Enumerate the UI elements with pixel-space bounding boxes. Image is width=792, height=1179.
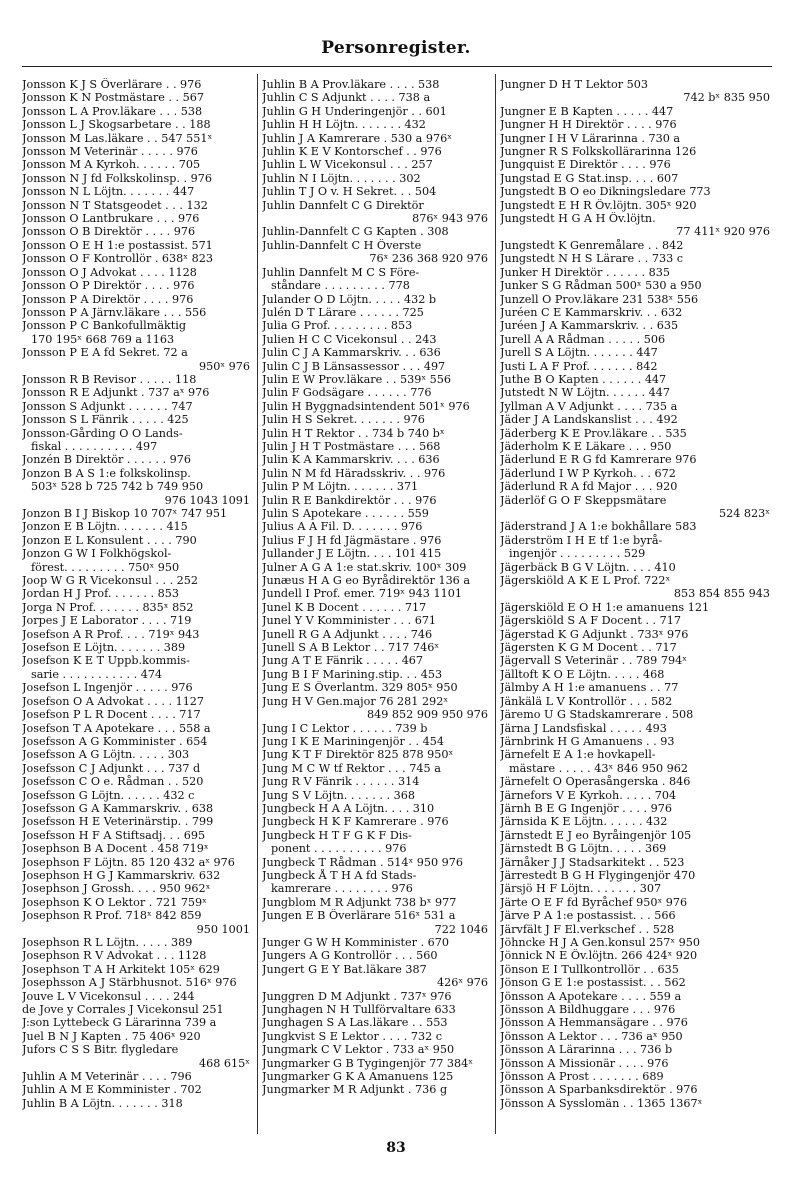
entry-continuation: 170 195ˣ 668 769 a 1163 — [31, 332, 175, 346]
entry-continuation: 426ˣ 976 — [436, 976, 488, 990]
register-entry: Josefson L Ingenjör . . . . . 976 — [22, 681, 193, 695]
register-entry: Juhlin A M E Komminister . 702 — [22, 1083, 202, 1097]
entry-continuation: kamrerare . . . . . . . . 976 — [271, 882, 413, 896]
page-title: Personregister. — [321, 38, 471, 58]
register-entry: Jönsson A Sparbanksdirektör . 976 — [500, 1083, 698, 1097]
register-entry: Järna J Landsfiskal . . . . . 493 — [500, 721, 667, 735]
register-entry: Juhlin L W Vicekonsul . . . 257 — [262, 158, 433, 172]
register-entry: Josephson R L Löjtn. . . . . 389 — [22, 936, 193, 949]
register-entry: Jungmarker G K A Amanuens 125 — [262, 1070, 454, 1084]
register-entry: Jönsson A Prost . . . . . . . 689 — [500, 1070, 664, 1084]
register-entry: Jufors C S S Bitr. flygledare — [22, 1043, 179, 1057]
register-entry: Jundell I Prof. emer. 719ˣ 943 1101 — [262, 587, 462, 601]
register-entry: Jonsson N T Statsgeodet . . . 132 — [22, 198, 208, 212]
register-entry: Josefsson G Löjtn. . . . . . 432 c — [22, 788, 195, 802]
register-entry: Junell S A B Lektor . . 717 746ˣ — [262, 641, 440, 655]
register-entry: Josephson H G J Kammarskriv. 632 — [22, 868, 221, 882]
register-entry: Jönsson A Missionär . . . . 976 — [500, 1056, 669, 1070]
register-entry: Jonsson S L Fänrik . . . . . 425 — [22, 413, 189, 427]
register-entry: Jönsson A Lektor . . . 736 aˣ 950 — [500, 1029, 683, 1043]
register-entry: Jungert G E Y Bat.läkare 387 — [262, 962, 427, 976]
register-column-1 — [22, 78, 252, 1138]
register-entry: Josefson K E T Uppb.kommis- — [22, 654, 190, 668]
register-entry: Jönson G E 1:e postassist. . . 562 — [500, 976, 686, 990]
register-entry: Julin E W Prov.läkare . . 539ˣ 556 — [262, 372, 451, 386]
register-entry: Jöhncke H J A Gen.konsul 257ˣ 950 — [500, 936, 700, 949]
register-entry: Josefson A R Prof. . . . 719ˣ 943 — [22, 627, 200, 641]
register-entry: Jonsson P A Direktör . . . . 976 — [22, 292, 194, 306]
register-entry: Jägerskiöld S A F Docent . . 717 — [500, 614, 682, 628]
register-entry: Jäder J A Landskanslist . . . 492 — [500, 413, 678, 427]
register-entry: Junghagen S A Las.läkare . . 553 — [262, 1016, 448, 1030]
register-entry: Junzell O Prov.läkare 231 538ˣ 556 — [500, 292, 699, 306]
register-entry: Jonsson P A Järnv.läkare . . . 556 — [22, 305, 207, 319]
register-entry: Junger G W H Komminister . 670 — [262, 936, 450, 949]
register-entry: Jungmarker G B Tygingenjör 77 384ˣ — [262, 1056, 473, 1070]
entry-continuation: 849 852 909 950 976 — [367, 708, 488, 722]
register-entry: Julin J H T Postmästare . . . 568 — [262, 439, 441, 453]
register-entry: Jungstad E G Stat.insp. . . . 607 — [500, 171, 679, 185]
register-entry: Jonsson O P Direktör . . . . 976 — [22, 279, 195, 293]
register-entry: Jungstedt H G A H Öv.löjtn. — [500, 212, 656, 226]
register-entry: Julin H S Sekret. . . . . . . 976 — [262, 413, 425, 427]
register-entry: Jung S V Löjtn. . . . . . . 368 — [262, 788, 415, 802]
register-entry: Jägerskiöld E O H 1:e amanuens 121 — [500, 600, 710, 614]
register-entry: Juhlin N I Löjtn. . . . . . . 302 — [262, 171, 421, 185]
entry-continuation: 876ˣ 943 976 — [412, 212, 488, 226]
register-entry: Julin S Apotekare . . . . . . 559 — [262, 507, 429, 520]
register-entry: Julner A G A 1:e stat.skriv. 100ˣ 309 — [262, 560, 467, 574]
entry-continuation: 76ˣ 236 368 920 976 — [369, 252, 488, 266]
register-entry: Järemo U G Stadskamrerare . 508 — [500, 708, 694, 722]
register-entry: Josephson R V Advokat . . . 1128 — [22, 949, 207, 963]
register-entry: Jönsson A Sysslomän . . 1365 1367ˣ — [500, 1096, 703, 1110]
register-entry: Jägersten K G M Docent . . 717 — [500, 641, 677, 655]
register-entry: Jonsson O E H 1:e postassist. 571 — [22, 238, 213, 252]
register-entry: Junker H Direktör . . . . . . 835 — [500, 265, 670, 279]
register-entry: Josephson F Löjtn. 85 120 432 aˣ 976 — [22, 855, 235, 869]
register-entry: Jungbeck H K F Kamrerare . 976 — [262, 815, 449, 829]
register-entry: Junghagen N H Tullförvaltare 633 — [262, 1003, 456, 1017]
register-entry: Jonzon E L Konsulent . . . . 790 — [22, 533, 197, 547]
register-entry: de Jove y Corrales J Vicekonsul 251 — [22, 1003, 224, 1017]
register-entry: Jung M C W tf Rektor . . . 745 a — [262, 761, 441, 775]
register-entry: Jäderlund I W P Kyrkoh. . . 672 — [500, 466, 676, 480]
register-entry: Juhlin B A Prov.läkare . . . . 538 — [262, 78, 440, 91]
register-entry: Juhlin K E V Kontorschef . . 976 — [262, 145, 442, 159]
register-entry: Jonsson-Gårding O O Lands- — [22, 426, 183, 440]
entry-continuation: ponent . . . . . . . . . . 976 — [271, 842, 407, 856]
register-entry: Josefson O A Advokat . . . . 1127 — [22, 694, 205, 708]
register-entry: Jonzon B A S 1:e folkskolinsp. — [22, 466, 191, 480]
entry-continuation: 468 615ˣ — [198, 1056, 250, 1070]
register-entry: Järvfält J F El.verkschef . . 528 — [500, 922, 675, 936]
register-entry: Järve P A 1:e postassist. . . 566 — [500, 909, 676, 923]
register-entry: Josefsson C J Adjunkt . . . 737 d — [22, 761, 201, 775]
register-entry: Jönsson A Bildhuggare . . . 976 — [500, 1003, 676, 1017]
register-entry: Juhlin G H Underingenjör . . 601 — [262, 104, 447, 118]
register-entry: Jälmby A H 1:e amanuens . . 77 — [500, 681, 679, 695]
register-entry: Juhlin-Dannfelt C G Kapten . 308 — [262, 225, 449, 239]
register-entry: Josefson T A Apotekare . . . 558 a — [22, 721, 211, 735]
entry-continuation: 503ˣ 528 b 725 742 b 749 950 — [31, 480, 204, 494]
register-entry: Jouve L V Vicekonsul . . . . 244 — [22, 989, 195, 1003]
register-entry: Josefsson G A Kammarskriv. . 638 — [22, 801, 214, 815]
register-entry: Josefsson C O e. Rådman . . 520 — [22, 775, 204, 789]
register-entry: Jyllman A V Adjunkt . . . . 735 a — [500, 399, 678, 413]
register-entry: J:son Lyttebeck G Lärarinna 739 a — [22, 1016, 217, 1030]
register-entry: Jonsson R B Revisor . . . . . 118 — [22, 372, 197, 386]
register-entry: Jägerbäck B G V Löjtn. . . . 410 — [500, 560, 676, 574]
register-entry: Jäderlund E R G fd Kamrerare 976 — [500, 453, 697, 467]
register-entry: Jung K T F Direktör 825 878 950ˣ — [262, 748, 454, 762]
register-entry: Jordan H J Prof. . . . . . . 853 — [22, 587, 180, 601]
entry-continuation: 742 bˣ 835 950 — [683, 91, 770, 105]
register-entry: Jung A T E Fänrik . . . . . 467 — [262, 654, 424, 668]
register-entry: Jungkvist S E Lektor . . . . 732 c — [262, 1029, 443, 1043]
register-entry: Juhlin T J O v. H Sekret. . . 504 — [262, 185, 437, 199]
register-entry: Juhlin J A Kamrerare . 530 a 976ˣ — [262, 131, 452, 145]
register-column-3 — [500, 78, 772, 1138]
register-entry: Järnefelt O Operasångerska . 846 — [500, 775, 691, 789]
register-entry: Juhlin Dannfelt C G Direktör — [262, 198, 424, 212]
register-entry: Josephson J Grossh. . . . 950 962ˣ — [22, 882, 211, 896]
register-entry: Jäderberg K E Prov.läkare . . 535 — [500, 426, 687, 440]
header-rule — [22, 66, 772, 67]
register-entry: Jurell S A Löjtn. . . . . . . 447 — [500, 346, 658, 360]
register-entry: Jänkälä L V Kontrollör . . . 582 — [500, 694, 673, 708]
register-entry: Julius A A Fil. D. . . . . . . 976 — [262, 520, 423, 534]
register-entry: Jägerstad K G Adjunkt . 733ˣ 976 — [500, 627, 689, 641]
register-entry: Jorpes J E Laborator . . . . 719 — [22, 614, 192, 628]
register-entry: Jäderstrand J A 1:e bokhållare 583 — [500, 520, 697, 534]
register-entry: Jungbeck T Rådman . 514ˣ 950 976 — [262, 855, 464, 869]
register-entry: Jorga N Prof. . . . . . . 835ˣ 852 — [22, 600, 194, 614]
register-entry: Jonsson P C Bankofullmäktig — [22, 319, 187, 333]
entry-continuation: 950ˣ 976 — [198, 359, 250, 373]
entry-continuation: fiskal . . . . . . . . . . 497 — [31, 439, 158, 453]
register-entry: Junæus H A G eo Byrådirektör 136 a — [262, 574, 471, 588]
register-entry: Jägervall S Veterinär . . 789 794ˣ — [500, 654, 687, 668]
register-entry: Jäderström I H E tf 1:e byrå- — [500, 533, 663, 547]
register-entry: Juhlin H H Löjtn. . . . . . . 432 — [262, 118, 426, 132]
register-entry: Jönnick N E Öv.löjtn. 266 424ˣ 920 — [500, 949, 698, 963]
register-entry: Jönsson A Hemmansägare . . 976 — [500, 1016, 688, 1030]
register-entry: Josephsson A J Stärbhusnot. 516ˣ 976 — [22, 976, 237, 990]
register-entry: Juhlin Dannfelt M C S Före- — [262, 265, 420, 279]
register-entry: Jungbeck H A A Löjtn. . . . 310 — [262, 801, 435, 815]
register-entry: Juréen J A Kammarskriv. . . 635 — [500, 319, 679, 333]
register-entry: Jonsson N L Löjtn. . . . . . . 447 — [22, 185, 195, 199]
register-entry: Jungblom M R Adjunkt 738 bˣ 977 — [262, 895, 457, 909]
entry-continuation: sarie . . . . . . . . . . . 474 — [31, 667, 163, 681]
register-entry: Jullander J E Löjtn. . . . 101 415 — [262, 547, 442, 561]
register-entry: Jungmarker M R Adjunkt . 736 g — [262, 1083, 448, 1097]
register-entry: Josefson P L R Docent . . . . 717 — [22, 708, 201, 722]
register-entry: Jung I K E Mariningenjör . . 454 — [262, 734, 444, 748]
register-entry: Jung E S Överlantm. 329 805ˣ 950 — [262, 681, 458, 695]
register-entry: Julander O D Löjtn. . . . . 432 b — [262, 292, 437, 306]
register-entry: Jäderlöf G O F Skeppsmätare — [500, 493, 667, 507]
register-entry: Josephson T A H Arkitekt 105ˣ 629 — [22, 962, 220, 976]
register-entry: Junker S G Rådman 500ˣ 530 a 950 — [500, 279, 702, 293]
register-entry: Jungstedt K Genremålare . . 842 — [500, 238, 684, 252]
register-entry: Josefsson A G Löjtn. . . . . 303 — [22, 748, 190, 762]
register-entry: Jonsson L J Skogsarbetare . . 188 — [22, 118, 211, 132]
register-entry: Jälltoft K O E Löjtn. . . . . 468 — [500, 667, 665, 681]
entry-continuation: mästare . . . . . 43ˣ 846 950 962 — [509, 761, 688, 775]
register-entry: Josephson R Prof. 718ˣ 842 859 — [22, 909, 202, 923]
register-entry: Josefsson A G Komminister . 654 — [22, 734, 208, 748]
register-entry: Jungstedt B O eo Dikningsledare 773 — [500, 185, 711, 199]
register-entry: Jonsson K N Postmästare . . 567 — [22, 91, 204, 105]
page-number: 83 — [386, 1140, 406, 1156]
register-entry: Jonzén B Direktör . . . . . . 976 — [22, 453, 191, 467]
register-entry: Juhlin A M Veterinär . . . . 796 — [22, 1070, 192, 1084]
register-entry: Juhlin-Dannfelt C H Överste — [262, 238, 422, 252]
register-entry: Joop W G R Vicekonsul . . . 252 — [22, 574, 199, 588]
register-entry: Julin K A Kammarskriv. . . . 636 — [262, 453, 440, 467]
register-entry: Jonsson L A Prov.läkare . . . 538 — [22, 104, 203, 118]
entry-continuation: 853 854 855 943 — [673, 587, 770, 601]
register-entry: Järrestedt B G H Flygingenjör 470 — [500, 868, 696, 882]
register-entry: Järnbrink H G Amanuens . . 93 — [500, 734, 675, 748]
register-entry: Jung I C Lektor . . . . . . 739 b — [262, 721, 428, 735]
register-entry: Jonsson P E A fd Sekret. 72 a — [22, 346, 188, 360]
register-entry: Jungbeck Å T H A fd Stads- — [262, 868, 417, 882]
register-entry: Jungstedt N H S Lärare . . 733 c — [500, 252, 684, 266]
register-entry: Jungner R S Folkskollärarinna 126 — [500, 145, 697, 159]
register-entry: Juel B N J Kapten . 75 406ˣ 920 — [22, 1029, 201, 1043]
register-entry: Jung R V Fänrik . . . . . . 314 — [262, 775, 420, 789]
register-entry: Junell R G A Adjunkt . . . . 746 — [262, 627, 433, 641]
entry-continuation: 722 1046 — [434, 922, 488, 936]
register-entry: Jonsson K J S Överlärare . . 976 — [22, 78, 202, 91]
register-entry: Jonsson N J fd Folkskolinsp. . 976 — [22, 171, 212, 185]
register-entry: Julin F Godsägare . . . . . . 776 — [262, 386, 432, 400]
register-entry: Jungquist E Direktör . . . . 976 — [500, 158, 671, 172]
register-entry: Julia G Prof. . . . . . . . . 853 — [262, 319, 413, 333]
register-entry: Juthe B O Kapten . . . . . . 447 — [500, 372, 667, 386]
column-divider — [257, 74, 258, 1134]
register-entry: Julin R E Bankdirektör . . . 976 — [262, 493, 437, 507]
register-entry: Josefson E Löjtn. . . . . . . 389 — [22, 641, 186, 655]
register-entry: Jönsson A Lärarinna . . . 736 b — [500, 1043, 673, 1057]
register-entry: Jonsson M A Kyrkoh. . . . . . 705 — [22, 158, 201, 172]
register-entry: Junel Y V Komminister . . . 671 — [262, 614, 437, 628]
register-entry: Justi L A F Prof. . . . . . . 842 — [500, 359, 658, 373]
register-column-2 — [262, 78, 490, 1138]
entry-continuation: förest. . . . . . . . . 750ˣ 950 — [31, 560, 180, 574]
register-entry: Järnstedt B G Löjtn. . . . . 369 — [500, 842, 667, 856]
register-entry: Jonzon G W I Folkhögskol- — [22, 547, 172, 561]
entry-continuation: ståndare . . . . . . . . . 778 — [271, 279, 410, 293]
register-entry: Juhlin C S Adjunkt . . . . 738 a — [262, 91, 431, 105]
register-entry: Jungner E B Kapten . . . . . 447 — [500, 104, 674, 118]
register-entry: Järnefors V E Kyrkoh. . . . . 704 — [500, 788, 677, 802]
register-entry: Junggren D M Adjunkt . 737ˣ 976 — [262, 989, 452, 1003]
register-entry: Josefsson H E Veterinärstip. . 799 — [22, 815, 214, 829]
register-entry: Jungers A G Kontrollör . . . 560 — [262, 949, 438, 963]
register-entry: Julin H T Rektor . . 734 b 740 bˣ — [262, 426, 445, 440]
register-entry: Jungner D H T Lektor 503 — [500, 78, 648, 91]
entry-continuation: 77 411ˣ 920 976 — [676, 225, 770, 239]
register-entry: Julin N M fd Häradsskriv. . . 976 — [262, 466, 446, 480]
register-entry: Jung H V Gen.major 76 281 292ˣ — [262, 694, 449, 708]
register-entry: Jönson E I Tullkontrollör . . 635 — [500, 962, 679, 976]
register-entry: Julén D T Lärare . . . . . . 725 — [262, 305, 424, 319]
register-entry: Jonsson O Lantbrukare . . . 976 — [22, 212, 200, 226]
register-entry: Jungner I H V Lärarinna . 730 a — [500, 131, 681, 145]
register-entry: Jonsson R E Adjunkt . 737 aˣ 976 — [22, 386, 210, 400]
entry-continuation: 524 823ˣ — [718, 507, 770, 520]
register-entry: Jonsson O B Direktör . . . . 976 — [22, 225, 196, 239]
register-entry: Josefsson H F A Stiftsadj. . . 695 — [22, 828, 206, 842]
register-entry: Jung B I F Marining.stip. . . 453 — [262, 667, 443, 681]
register-entry: Jurell A A Rådman . . . . . 506 — [500, 332, 666, 346]
register-entry: Jungstedt E H R Öv.löjtn. 305ˣ 920 — [500, 198, 697, 212]
register-entry: Järsjö H F Löjtn. . . . . . . 307 — [500, 882, 662, 896]
register-entry: Jungbeck H T F G K F Dis- — [262, 828, 412, 842]
register-entry: Järnh B E G Ingenjör . . . . 976 — [500, 801, 672, 815]
register-entry: Jäderholm K E Läkare . . . 950 — [500, 439, 672, 453]
register-entry: Juhlin B A Löjtn. . . . . . . 318 — [22, 1096, 183, 1110]
register-entry: Jonzon E B Löjtn. . . . . . . 415 — [22, 520, 188, 534]
register-entry: Julin C J A Kammarskriv. . . 636 — [262, 346, 441, 360]
register-entry: Jonsson M Veterinär . . . . . 976 — [22, 145, 198, 159]
register-entry: Juréen C E Kammarskriv. . . 632 — [500, 305, 683, 319]
entry-continuation: 976 1043 1091 — [164, 493, 250, 507]
register-entry: Jonsson O F Kontrollör . 638ˣ 823 — [22, 252, 213, 266]
register-entry: Järnefelt E A 1:e hovkapell- — [500, 748, 656, 762]
register-entry: Jonsson O J Advokat . . . . 1128 — [22, 265, 197, 279]
register-entry: Julius F J H fd Jägmästare . 976 — [262, 533, 442, 547]
register-entry: Järnsida K E Löjtn. . . . . . 432 — [500, 815, 668, 829]
register-entry: Julien H C C Vicekonsul . . 243 — [262, 332, 437, 346]
entry-continuation: ingenjör . . . . . . . . . 529 — [509, 547, 646, 561]
register-entry: Jonsson M Las.läkare . . 547 551ˣ — [22, 131, 213, 145]
register-entry: Järnstedt E J eo Byråingenjör 105 — [500, 828, 692, 842]
register-entry: Julin H Byggnadsintendent 501ˣ 976 — [262, 399, 470, 413]
register-entry: Järnåker J J Stadsarkitekt . . 523 — [500, 855, 685, 869]
register-entry: Jägerskiöld A K E L Prof. 722ˣ — [500, 574, 671, 588]
register-entry: Josephson K O Lektor . 721 759ˣ — [22, 895, 207, 909]
register-entry: Jäderlund R A fd Major . . . 920 — [500, 480, 678, 494]
register-entry: Junel K B Docent . . . . . . 717 — [262, 600, 427, 614]
register-entry: Julin C J B Länsassessor . . . 497 — [262, 359, 446, 373]
register-entry: Julin P M Löjtn. . . . . . . 371 — [262, 480, 419, 494]
register-entry: Jonsson S Adjunkt . . . . . . 747 — [22, 399, 193, 413]
entry-continuation: 950 1001 — [196, 922, 250, 936]
register-entry: Jonzon B I J Biskop 10 707ˣ 747 951 — [22, 507, 228, 520]
register-entry: Jutstedt N W Löjtn. . . . . . 447 — [500, 386, 671, 400]
register-entry: Jungner H H Direktör . . . . 976 — [500, 118, 677, 132]
register-entry: Jönsson A Apotekare . . . . 559 a — [500, 989, 682, 1003]
column-divider — [495, 74, 496, 1134]
register-entry: Järte O E F fd Byråchef 950ˣ 976 — [500, 895, 688, 909]
register-entry: Josephson B A Docent . 458 719ˣ — [22, 842, 209, 856]
register-entry: Jungen E B Överlärare 516ˣ 531 a — [262, 909, 456, 923]
register-entry: Jungmark C V Lektor . 733 aˣ 950 — [262, 1043, 455, 1057]
